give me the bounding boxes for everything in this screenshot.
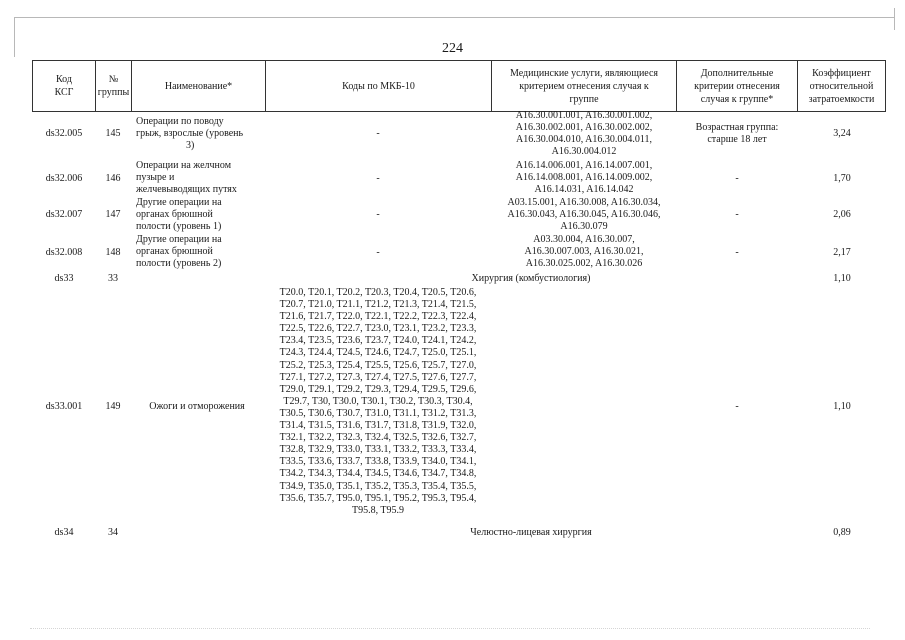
icd-code-line: T29.0, T29.1, T29.2, T29.3, T29.4, T29.5, T29.6, [279,383,477,395]
table-header-bottom-rule [32,111,886,112]
additional-criteria: - [735,247,739,258]
cost-coefficient: 3,24 [833,128,851,139]
icd-code-line: T30.5, T30.6, T30.7, T31.0, T31.1, T31.2, T31.3, [279,407,477,419]
ksg-code: ds32.005 [45,128,83,139]
header-coefficient: Коэффициент относительной затратоемкости [808,67,875,105]
icd-code-line: T34.2, T34.3, T34.4, T34.5, T34.6, T34.7, T34.8, [279,468,477,480]
icd-code-line: T24.3, T24.4, T24.5, T24.6, T24.7, T25.0, T25.1, [279,347,477,359]
profile-code: ds34 [54,527,74,538]
cost-coefficient: 1,70 [833,173,851,184]
icd-code-line: T21.6, T21.7, T22.0, T22.1, T22.2, T22.3, T22.4, [279,311,477,323]
icd-code-line: T27.1, T27.2, T27.3, T27.4, T27.5, T27.6, T27.7, [279,371,477,383]
additional-criteria: - [735,209,739,220]
profile-title: Хирургия (комбустиология) [471,273,591,284]
cost-coefficient: 1,10 [833,401,851,412]
group-number: 147 [105,209,121,220]
medical-services: A16.14.006.001, A16.14.007.001, A16.14.008.001, A16.14.009.002, A16.14.031, A16.14.042 [515,160,653,196]
medical-services: A03.30.004, A16.30.007, A16.30.007.003, A16.30.021, A16.30.025.002, A16.30.026 [524,234,644,270]
cost-coefficient: 2,17 [833,247,851,258]
header-ksg-code: Код КСГ [54,74,74,98]
icd-codes: - [376,173,380,184]
icd-code-line: T22.5, T22.6, T22.7, T23.0, T23.1, T23.2, T23.3, [279,323,477,335]
page-number: 224 [442,41,463,56]
header-medical-services: Медицинские услуги, являющиеся критерием отнесения случая к группе [509,67,659,105]
group-name: Ожоги и отморожения [149,401,245,412]
icd-codes: - [376,209,380,220]
icd-code-line: T20.0, T20.1, T20.2, T20.3, T20.4, T20.5, T20.6, [279,287,477,298]
profile-code: ds33 [54,273,74,284]
profile-coefficient: 1,10 [833,273,851,284]
ksg-code: ds32.007 [45,209,83,220]
group-name: Другие операции на органах брюшной полости (уровень 1) [136,197,222,233]
icd-code-line: T95.8, T95.9 [351,504,405,516]
medical-services: A03.15.001, A16.30.008, A16.30.034, A16.30.043, A16.30.045, A16.30.046, A16.30.079 [507,197,661,233]
additional-criteria: - [735,401,739,412]
additional-criteria: - [735,173,739,184]
icd-code-line: T35.6, T35.7, T95.0, T95.1, T95.2, T95.3, T95.4, [279,492,477,504]
ksg-code: ds32.006 [45,173,83,184]
icd-code-line: T33.5, T33.6, T33.7, T33.8, T33.9, T34.0, T34.1, [279,456,477,468]
group-name: Другие операции на органах брюшной полости (уровень 2) [136,234,222,270]
scan-border-top [14,17,894,18]
icd-code-line: T32.8, T32.9, T33.0, T33.1, T33.2, T33.3, T33.4, [279,444,477,456]
icd-codes: - [376,247,380,258]
header-divider [885,60,886,111]
icd-codes: - [376,128,380,139]
header-icd-codes: Коды по МКБ-10 [342,80,415,92]
header-name: Наименование* [164,80,233,92]
group-number: 145 [105,128,121,139]
ksg-code: ds32.008 [45,247,83,258]
header-additional-criteria: Дополнительные критерии отнесения случая к группе* [694,67,780,105]
icd-code-line: T32.1, T32.2, T32.3, T32.4, T32.5, T32.6, T32.7, [279,432,477,444]
icd-codes-list [266,287,490,517]
header-group-number: № группы [97,74,130,98]
icd-code-line: T20.7, T21.0, T21.1, T21.2, T21.3, T21.4, T21.5, [279,299,477,311]
profile-number: 33 [108,273,118,284]
icd-code-line: T25.2, T25.3, T25.4, T25.5, T25.6, T25.7, T27.0, [279,359,477,371]
profile-number: 34 [108,527,118,538]
group-name: Операции по поводу грыж, взрослые (уровень 3) [136,116,244,152]
scan-artifact-line [30,628,870,629]
ksg-code: ds33.001 [45,401,83,412]
group-number: 149 [105,401,121,412]
cost-coefficient: 2,06 [833,209,851,220]
icd-code-line: T31.4, T31.5, T31.6, T31.7, T31.8, T31.9, T32.0, [279,420,477,432]
icd-code-line: T34.9, T35.0, T35.1, T35.2, T35.3, T35.4, T35.5, [279,480,477,492]
scan-border-right [894,8,895,30]
group-number: 148 [105,247,121,258]
profile-coefficient: 0,89 [833,527,851,538]
icd-code-line: T23.4, T23.5, T23.6, T23.7, T24.0, T24.1, T24.2, [279,335,477,347]
icd-code-line: T29.7, T30, T30.0, T30.1, T30.2, T30.3, T30.4, [283,395,473,407]
group-number: 146 [105,173,121,184]
group-name: Операции на желчном пузыре и желчевыводящих путях [136,160,237,196]
medical-services: A16.30.001.001, A16.30.001.002, A16.30.002.001, A16.30.002.002, A16.30.004.010, A16.30.004.011, A16.30.004.012 [515,110,653,158]
additional-criteria: Возрастная группа: старше 18 лет [695,122,779,146]
profile-title: Челюстно-лицевая хирургия [470,527,592,538]
